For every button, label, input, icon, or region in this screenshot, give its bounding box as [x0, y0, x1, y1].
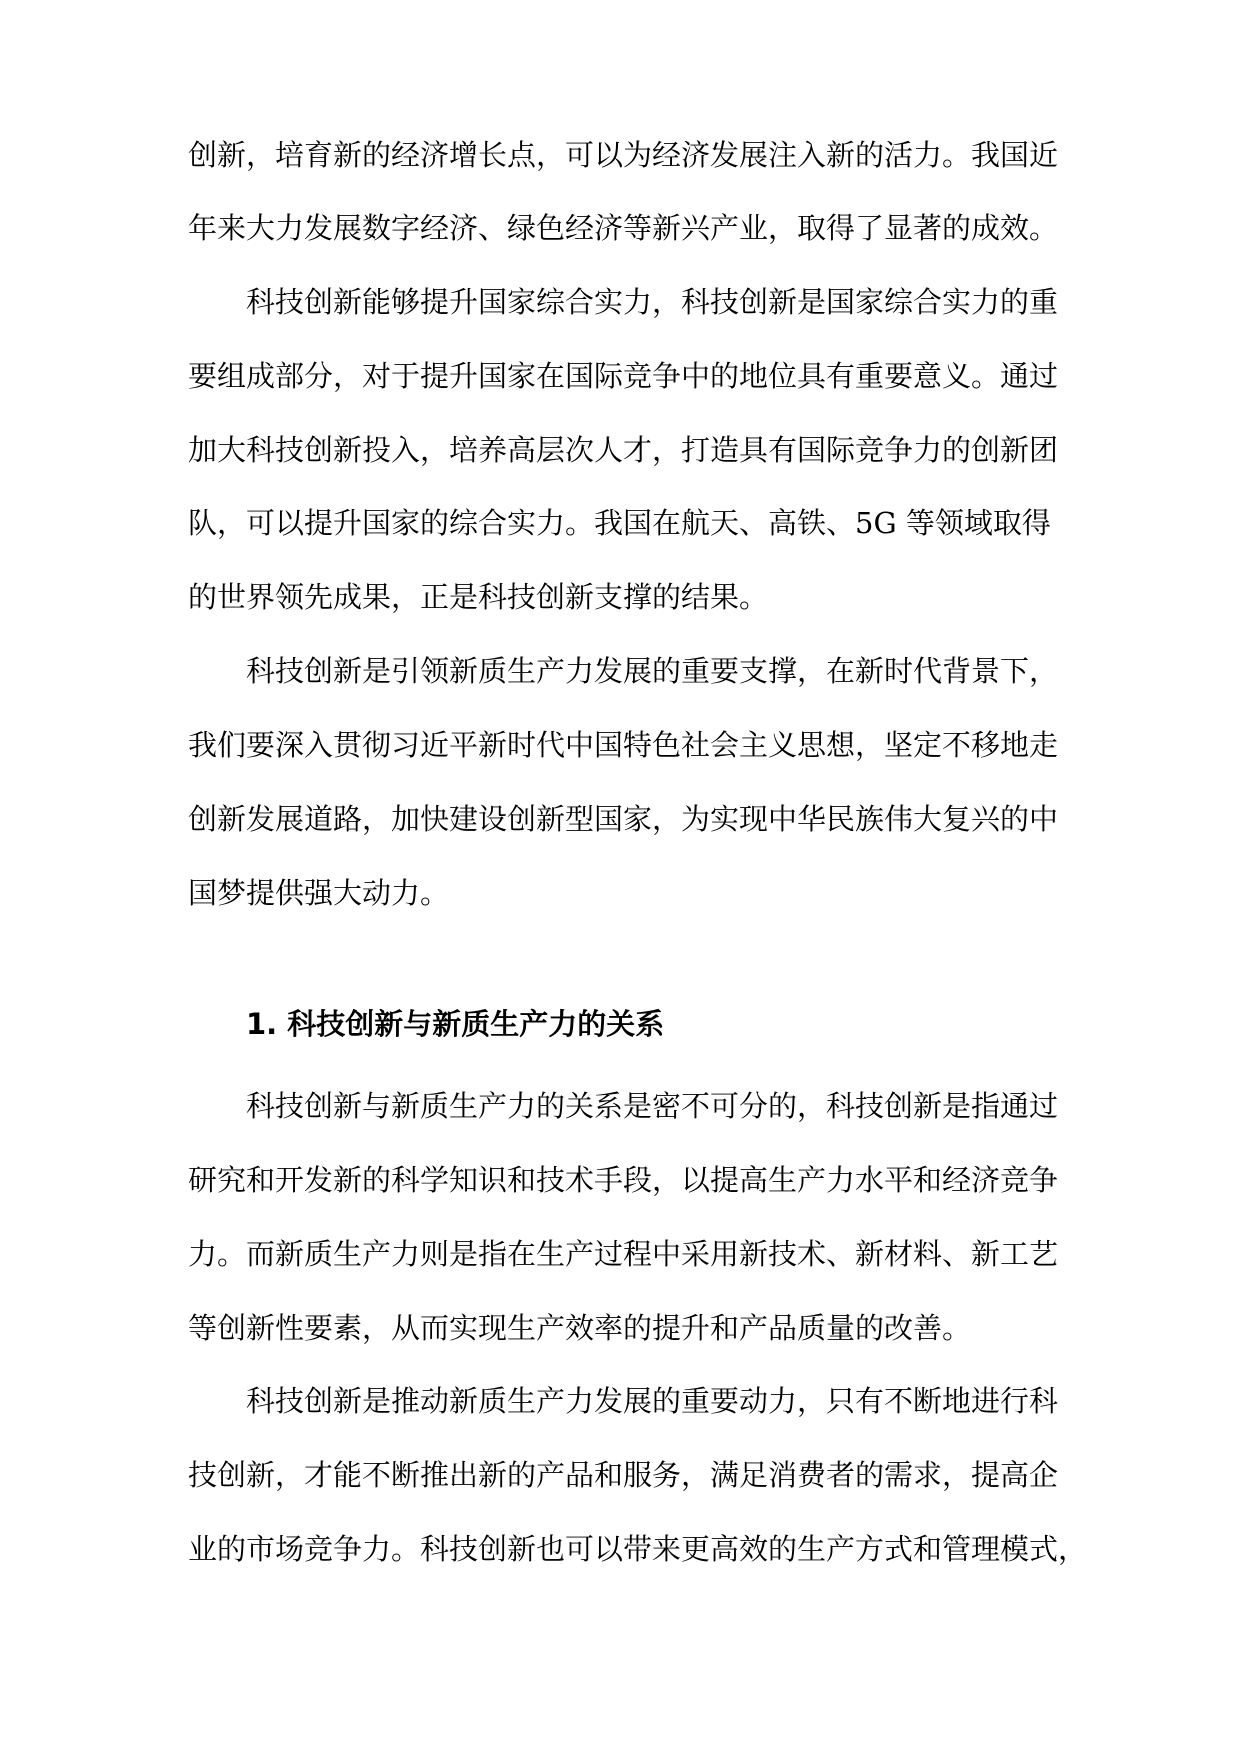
- paragraph-5-line-2: 技创新，才能不断推出新的产品和服务，满足消费者的需求，提高企: [188, 1458, 1059, 1492]
- section-heading: 1. 科技创新与新质生产力的关系: [246, 1007, 665, 1041]
- paragraph-2-line-5: 的世界领先成果，正是科技创新支撑的结果。: [188, 580, 769, 614]
- paragraph-2-line-3: 加大科技创新投入，培养高层次人才，打造具有国际竞争力的创新团: [188, 433, 1059, 467]
- paragraph-3-line-2: 我们要深入贯彻习近平新时代中国特色社会主义思想，坚定不移地走: [188, 728, 1059, 762]
- paragraph-4-line-1: 科技创新与新质生产力的关系是密不可分的，科技创新是指通过: [246, 1089, 1059, 1123]
- paragraph-4-line-2: 研究和开发新的科学知识和技术手段，以提高生产力水平和经济竞争: [188, 1163, 1059, 1197]
- paragraph-4-line-4: 等创新性要素，从而实现生产效率的提升和产品质量的改善。: [188, 1311, 972, 1345]
- paragraph-5-line-3: 业的市场竞争力。科技创新也可以带来更高效的生产方式和管理模式，: [188, 1532, 1088, 1566]
- paragraph-2-line-1: 科技创新能够提升国家综合实力，科技创新是国家综合实力的重: [246, 285, 1059, 319]
- paragraph-4-line-3: 力。而新质生产力则是指在生产过程中采用新技术、新材料、新工艺: [188, 1237, 1059, 1271]
- paragraph-5-line-1: 科技创新是推动新质生产力发展的重要动力，只有不断地进行科: [246, 1384, 1059, 1418]
- paragraph-2-line-4: 队，可以提升国家的综合实力。我国在航天、高铁、5G 等领域取得: [188, 506, 1051, 540]
- paragraph-1-line-2: 年来大力发展数字经济、绿色经济等新兴产业，取得了显著的成效。: [188, 211, 1059, 245]
- paragraph-3-line-3: 创新发展道路，加快建设创新型国家，为实现中华民族伟大复兴的中: [188, 802, 1059, 836]
- paragraph-3-line-4: 国梦提供强大动力。: [188, 876, 450, 910]
- paragraph-2-line-2: 要组成部分，对于提升国家在国际竞争中的地位具有重要意义。通过: [188, 359, 1059, 393]
- paragraph-1-line-1: 创新，培育新的经济增长点，可以为经济发展注入新的活力。我国近: [188, 138, 1059, 172]
- paragraph-3-line-1: 科技创新是引领新质生产力发展的重要支撑，在新时代背景下，: [246, 654, 1059, 688]
